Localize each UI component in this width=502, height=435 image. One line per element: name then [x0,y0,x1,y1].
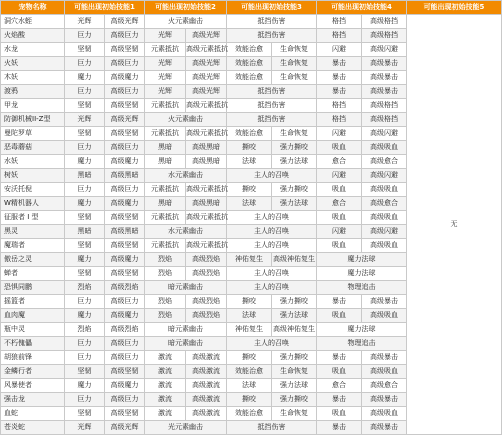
skill-1-basic-cell: 光辉 [65,421,105,435]
skill-4-basic-cell: 愈合 [317,379,362,393]
skill-1-basic-cell: 坚韧 [65,43,105,57]
skill-1-advanced-cell: 高级巨力 [105,141,145,155]
skill-2-basic-cell: 烈焰 [145,253,186,267]
header-row [1,1,502,15]
skill-3-basic-cell: 神佑复生 [227,253,272,267]
skill-2-advanced-cell: 高级光辉 [186,71,227,85]
pet-name-cell: 不朽傀儡 [1,337,65,351]
skill-1-advanced-cell: 高级光辉 [105,113,145,127]
skill-3-basic-cell: 法球 [227,155,272,169]
skill-4-basic-cell: 格挡 [317,99,362,113]
pet-name-cell: 恶毒蘑菇 [1,141,65,155]
skill-2-advanced-cell: 高级元素抵抗 [186,239,227,253]
skill-4-advanced-cell: 高级吸血 [362,141,407,155]
skill-3-cell: 抵挡伤害 [227,85,317,99]
skill-1-basic-cell: 坚韧 [65,211,105,225]
pet-name-cell: 恐惧同鹏 [1,281,65,295]
skill-4-advanced-cell: 高级闪避 [362,43,407,57]
skill-4-basic-cell: 愈合 [317,197,362,211]
skill-2-basic-cell: 光辉 [145,85,186,99]
skill-4-basic-cell: 吸血 [317,407,362,421]
skill-4-advanced-cell: 高级愈合 [362,379,407,393]
skill-1-advanced-cell: 高级光辉 [105,421,145,435]
skill-2-cell: 水元素幽击 [145,225,227,239]
skill-1-basic-cell: 巨力 [65,57,105,71]
skill-2-cell: 火元素幽击 [145,113,227,127]
skill-2-basic-cell: 元素抵抗 [145,211,186,225]
skill-4-basic-cell: 闪避 [317,169,362,183]
skill-3-basic-cell: 法球 [227,197,272,211]
pet-name-cell: 火妖 [1,57,65,71]
skill-4-basic-cell: 暴击 [317,393,362,407]
skill-2-basic-cell: 黑暗 [145,155,186,169]
skill-3-cell: 抵挡伤害 [227,15,317,29]
skill-2-basic-cell: 激流 [145,393,186,407]
pet-name-cell: 防御机械II-Z型 [1,113,65,127]
pet-name-cell: 树妖 [1,169,65,183]
skill-4-basic-cell: 格挡 [317,15,362,29]
skill-1-basic-cell: 巨力 [65,393,105,407]
skill-1-advanced-cell: 高级巨力 [105,85,145,99]
skill-1-basic-cell: 巨力 [65,183,105,197]
skill-2-cell: 水元素幽击 [145,169,227,183]
skill-1-advanced-cell: 高级坚韧 [105,365,145,379]
pet-name-cell: 血肉魔 [1,309,65,323]
skill-1-advanced-cell: 高级巨力 [105,295,145,309]
skill-2-advanced-cell: 高级黑暗 [186,155,227,169]
skill-4-advanced-cell: 高级吸血 [362,407,407,421]
skill-2-basic-cell: 元素抵抗 [145,239,186,253]
skill-2-advanced-cell: 高级激流 [186,379,227,393]
skill-1-basic-cell: 光辉 [65,113,105,127]
header-skill-4: 可能出现初始技能4 [317,1,407,15]
skill-3-advanced-cell: 生命恢复 [272,57,317,71]
skill-4-advanced-cell: 高级格挡 [362,99,407,113]
pet-name-cell: W精机器人 [1,197,65,211]
skill-3-advanced-cell: 生命恢复 [272,407,317,421]
skill-4-cell: 魔力法球 [317,267,407,281]
skill-1-basic-cell: 巨力 [65,29,105,43]
skill-2-advanced-cell: 高级元素抵抗 [186,211,227,225]
skill-4-basic-cell: 吸血 [317,239,362,253]
skill-4-advanced-cell: 高级暴击 [362,295,407,309]
skill-1-advanced-cell: 高级巨力 [105,337,145,351]
skill-3-advanced-cell: 强力撕咬 [272,141,317,155]
skill-4-advanced-cell: 高级吸血 [362,211,407,225]
skill-3-cell: 主人的召唤 [227,211,317,225]
skill-1-basic-cell: 巨力 [65,351,105,365]
pet-name-cell: 瓶中灵 [1,323,65,337]
skill-1-basic-cell: 魔力 [65,309,105,323]
skill-3-basic-cell: 效能治愈 [227,71,272,85]
skill-1-advanced-cell: 高级巨力 [105,183,145,197]
skill-2-advanced-cell: 高级烈焰 [186,295,227,309]
skill-4-advanced-cell: 高级愈合 [362,155,407,169]
skill-4-advanced-cell: 高级暴击 [362,393,407,407]
skill-2-basic-cell: 光辉 [145,57,186,71]
skill-1-advanced-cell: 高级坚韧 [105,211,145,225]
pet-name-cell: 强击龙 [1,393,65,407]
skill-4-basic-cell: 闪避 [317,225,362,239]
skill-1-advanced-cell: 高级坚韧 [105,127,145,141]
skill-1-basic-cell: 巨力 [65,141,105,155]
skill-1-advanced-cell: 高级巨力 [105,57,145,71]
skill-1-basic-cell: 坚韧 [65,99,105,113]
skill-2-basic-cell: 烈焰 [145,295,186,309]
header-skill-3: 可能出现初始技能3 [227,1,317,15]
pet-name-cell: 洞穴水蛭 [1,15,65,29]
skill-1-basic-cell: 坚韧 [65,239,105,253]
skill-4-advanced-cell: 高级格挡 [362,29,407,43]
skill-3-basic-cell: 效能治愈 [227,365,272,379]
pet-name-cell: 水妖 [1,155,65,169]
skill-1-advanced-cell: 高级巨力 [105,29,145,43]
skill-4-basic-cell: 暴击 [317,421,362,435]
skill-1-advanced-cell: 高级黑暗 [105,169,145,183]
skill-1-basic-cell: 坚韧 [65,127,105,141]
skill-3-advanced-cell: 高级神佑复生 [272,253,317,267]
pet-name-cell: 胡狼前锋 [1,351,65,365]
skill-4-basic-cell: 闪避 [317,43,362,57]
skill-1-advanced-cell: 高级坚韧 [105,239,145,253]
skill-3-advanced-cell: 强力法球 [272,379,317,393]
skill-1-basic-cell: 烈焰 [65,281,105,295]
skill-4-basic-cell: 暴击 [317,71,362,85]
pet-name-cell: 火焰酸 [1,29,65,43]
pet-name-cell: 渡鸦 [1,85,65,99]
header-pet-name: 宠物名称 [1,1,65,15]
skill-1-basic-cell: 坚韧 [65,267,105,281]
skill-2-advanced-cell: 高级元素抵抗 [186,99,227,113]
skill-1-advanced-cell: 高级坚韧 [105,267,145,281]
skill-1-basic-cell: 黑暗 [65,225,105,239]
skill-3-advanced-cell: 生命恢复 [272,365,317,379]
skill-4-basic-cell: 暴击 [317,57,362,71]
skill-1-advanced-cell: 高级巨力 [105,351,145,365]
skill-1-basic-cell: 魔力 [65,379,105,393]
skill-2-advanced-cell: 高级黑暗 [186,141,227,155]
header-skill-2: 可能出现初始技能2 [145,1,227,15]
skill-4-cell: 物理追击 [317,281,407,295]
skill-3-advanced-cell: 高级神佑复生 [272,323,317,337]
pet-name-cell: 风暴使者 [1,379,65,393]
skill-1-advanced-cell: 高级魔力 [105,155,145,169]
skill-3-cell: 抵挡伤害 [227,113,317,127]
skill-2-advanced-cell: 高级激流 [186,407,227,421]
skill-3-basic-cell: 撕咬 [227,295,272,309]
skill-4-advanced-cell: 高级暴击 [362,351,407,365]
skill-2-basic-cell: 元素抵抗 [145,99,186,113]
skill-4-advanced-cell: 高级格挡 [362,113,407,127]
skill-3-cell: 主人的召唤 [227,239,317,253]
skill-2-basic-cell: 激流 [145,379,186,393]
skill-3-basic-cell: 撕咬 [227,351,272,365]
skill-2-advanced-cell: 高级光辉 [186,57,227,71]
skill-2-advanced-cell: 高级黑暗 [186,197,227,211]
skill-2-advanced-cell: 高级烈焰 [186,309,227,323]
skill-2-advanced-cell: 高级光辉 [186,29,227,43]
pet-name-cell: 摇篮者 [1,295,65,309]
skill-2-basic-cell: 光辉 [145,71,186,85]
skill-3-advanced-cell: 强力撕咬 [272,295,317,309]
skill-4-advanced-cell: 高级暴击 [362,57,407,71]
skill-3-cell: 抵挡伤害 [227,99,317,113]
skill-3-cell: 主人的召唤 [227,225,317,239]
skill-2-advanced-cell: 高级激流 [186,365,227,379]
skill-3-basic-cell: 撕咬 [227,141,272,155]
skill-1-basic-cell: 烈焰 [65,323,105,337]
skill-3-basic-cell: 效能治愈 [227,57,272,71]
skill-1-basic-cell: 魔力 [65,155,105,169]
skill-2-basic-cell: 黑暗 [145,141,186,155]
skill-4-basic-cell: 格挡 [317,113,362,127]
skill-4-cell: 魔力法球 [317,253,407,267]
skill-2-basic-cell: 烈焰 [145,309,186,323]
skill-3-advanced-cell: 强力法球 [272,155,317,169]
skill-1-advanced-cell: 高级巨力 [105,393,145,407]
pet-name-cell: 甲龙 [1,99,65,113]
skill-4-advanced-cell: 高级吸血 [362,365,407,379]
skill-1-advanced-cell: 高级黑暗 [105,225,145,239]
skill-2-cell: 暗元素幽击 [145,281,227,295]
pet-name-cell: 傲岳之灵 [1,253,65,267]
pet-name-cell: 血蛇 [1,407,65,421]
skill-3-cell: 抵挡伤害 [227,29,317,43]
skill-4-advanced-cell: 高级暴击 [362,71,407,85]
skill-3-cell: 抵挡伤害 [227,421,317,435]
skill-2-cell: 暗元素幽击 [145,337,227,351]
skill-3-basic-cell: 法球 [227,309,272,323]
skill-1-basic-cell: 魔力 [65,197,105,211]
skill-4-basic-cell: 暴击 [317,295,362,309]
skill-4-basic-cell: 愈合 [317,155,362,169]
table-row [1,15,502,29]
skill-3-basic-cell: 效能治愈 [227,43,272,57]
skill-4-basic-cell: 吸血 [317,141,362,155]
skill-1-basic-cell: 坚韧 [65,365,105,379]
skill-1-advanced-cell: 高级光辉 [105,15,145,29]
skill-1-advanced-cell: 高级烈焰 [105,281,145,295]
skill-3-advanced-cell: 生命恢复 [272,127,317,141]
skill-1-basic-cell: 光辉 [65,15,105,29]
skill-3-advanced-cell: 强力法球 [272,197,317,211]
skill-2-advanced-cell: 高级烈焰 [186,267,227,281]
skill-4-basic-cell: 吸血 [317,211,362,225]
skill-1-advanced-cell: 高级烈焰 [105,323,145,337]
skill-2-advanced-cell: 高级激流 [186,393,227,407]
skill-2-advanced-cell: 高级元素抵抗 [186,43,227,57]
skill-3-basic-cell: 效能治愈 [227,407,272,421]
pet-name-cell: 水龙 [1,43,65,57]
skill-4-basic-cell: 吸血 [317,183,362,197]
skill-2-advanced-cell: 高级光辉 [186,85,227,99]
skill-1-advanced-cell: 高级魔力 [105,253,145,267]
skill-4-basic-cell: 格挡 [317,29,362,43]
pet-name-cell: 金鳞行者 [1,365,65,379]
skill-1-basic-cell: 巨力 [65,85,105,99]
skill-2-cell: 暗元素幽击 [145,323,227,337]
skill-5-note-cell: 无 [407,15,502,435]
skill-4-advanced-cell: 高级闪避 [362,169,407,183]
skill-4-cell: 魔力法球 [317,323,407,337]
skill-4-advanced-cell: 高级暴击 [362,421,407,435]
skill-2-cell: 火元素幽击 [145,15,227,29]
skill-1-advanced-cell: 高级坚韧 [105,99,145,113]
skill-1-advanced-cell: 高级魔力 [105,379,145,393]
skill-1-advanced-cell: 高级魔力 [105,197,145,211]
skill-4-advanced-cell: 高级吸血 [362,309,407,323]
pet-name-cell: 蝉者 [1,267,65,281]
skill-2-basic-cell: 光辉 [145,29,186,43]
skill-2-advanced-cell: 高级元素抵抗 [186,183,227,197]
skill-1-advanced-cell: 高级坚韧 [105,407,145,421]
skill-2-basic-cell: 元素抵抗 [145,127,186,141]
skill-3-cell: 主人的召唤 [227,169,317,183]
skill-2-basic-cell: 激流 [145,351,186,365]
skill-4-basic-cell: 吸血 [317,365,362,379]
pet-name-cell: 安沃托倪 [1,183,65,197]
skill-2-basic-cell: 元素抵抗 [145,43,186,57]
skill-2-basic-cell: 激流 [145,407,186,421]
skill-3-cell: 主人的召唤 [227,267,317,281]
skill-3-basic-cell: 法球 [227,379,272,393]
skill-3-advanced-cell: 生命恢复 [272,43,317,57]
skill-3-basic-cell: 撕咬 [227,183,272,197]
skill-3-basic-cell: 撕咬 [227,393,272,407]
skill-1-basic-cell: 魔力 [65,253,105,267]
skill-2-basic-cell: 激流 [145,365,186,379]
skill-1-advanced-cell: 高级坚韧 [105,43,145,57]
table-body [1,15,502,435]
skill-4-advanced-cell: 高级闪避 [362,127,407,141]
header-skill-1: 可能出现初始技能1 [65,1,145,15]
skill-3-advanced-cell: 强力撕咬 [272,393,317,407]
pet-name-cell: 黑灵 [1,225,65,239]
skill-1-basic-cell: 巨力 [65,337,105,351]
skill-2-basic-cell: 黑暗 [145,197,186,211]
skill-3-cell: 主人的召唤 [227,281,317,295]
pet-name-cell: 曼陀罗草 [1,127,65,141]
pet-name-cell: 魔瑞者 [1,239,65,253]
skill-3-basic-cell: 神佑复生 [227,323,272,337]
skill-4-basic-cell: 暴击 [317,85,362,99]
skill-4-cell: 物理追击 [317,337,407,351]
skill-1-advanced-cell: 高级魔力 [105,309,145,323]
pet-name-cell: 苍炎蛇 [1,421,65,435]
pet-name-cell: 木妖 [1,71,65,85]
skill-4-advanced-cell: 高级愈合 [362,197,407,211]
pet-name-cell: 征服者 I 型 [1,211,65,225]
skill-2-advanced-cell: 高级烈焰 [186,253,227,267]
skill-2-advanced-cell: 高级元素抵抗 [186,127,227,141]
skill-3-advanced-cell: 强力法球 [272,309,317,323]
skill-3-advanced-cell: 强力撕咬 [272,351,317,365]
skill-4-advanced-cell: 高级吸血 [362,183,407,197]
skill-1-basic-cell: 巨力 [65,295,105,309]
skill-2-basic-cell: 烈焰 [145,267,186,281]
skill-2-cell: 光元素幽击 [145,421,227,435]
skill-3-advanced-cell: 生命恢复 [272,71,317,85]
skill-3-advanced-cell: 强力撕咬 [272,183,317,197]
skill-4-advanced-cell: 高级吸血 [362,239,407,253]
skill-2-basic-cell: 元素抵抗 [145,183,186,197]
skill-3-basic-cell: 效能治愈 [227,127,272,141]
skill-1-basic-cell: 坚韧 [65,407,105,421]
header-skill-5: 可能出现初始技能5 [407,1,502,15]
skill-1-basic-cell: 魔力 [65,71,105,85]
skill-2-advanced-cell: 高级激流 [186,351,227,365]
skill-4-advanced-cell: 高级格挡 [362,15,407,29]
skill-4-basic-cell: 吸血 [317,309,362,323]
skill-4-advanced-cell: 高级闪避 [362,225,407,239]
skill-4-basic-cell: 闪避 [317,127,362,141]
skill-1-advanced-cell: 高级魔力 [105,71,145,85]
skill-4-advanced-cell: 高级暴击 [362,85,407,99]
skill-4-basic-cell: 暴击 [317,351,362,365]
skill-1-basic-cell: 黑暗 [65,169,105,183]
skill-3-cell: 主人的召唤 [227,337,317,351]
